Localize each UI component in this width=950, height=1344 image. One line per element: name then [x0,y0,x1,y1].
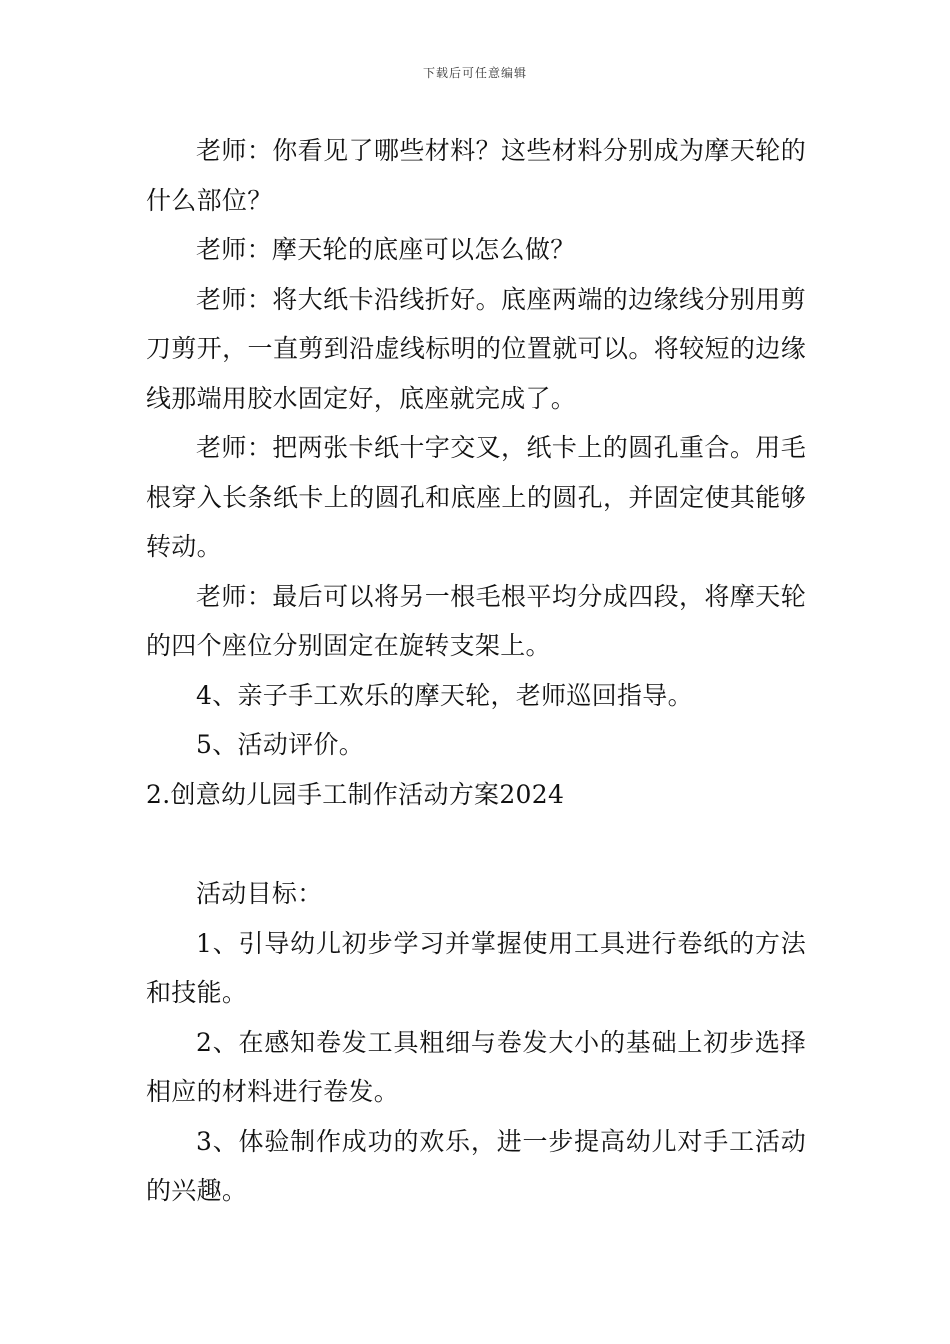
document-body [146,126,806,1216]
paragraph-base-instructions: 老师：将大纸卡沿线折好。底座两端的边缘线分别用剪刀剪开，一直剪到沿虚线标明的位置就可以。将较短的边缘线那端用胶水固定好，底座就完成了。 [146,284,806,413]
goal-item-2: 2、在感知卷发工具粗细与卷发大小的基础上初步选择相应的材料进行卷发。 [146,1027,806,1106]
paragraph-cross-cards: 老师：把两张卡纸十字交叉，纸卡上的圆孔重合。用毛根穿入长条纸卡上的圆孔和底座上的圆孔，并固定使其能够转动。 [146,433,806,561]
paragraph-step-5: 5、活动评价。 [196,730,365,759]
goals-heading: 活动目标： [196,879,323,908]
goal-item-3: 3、体验制作成功的欢乐，进一步提高幼儿对手工活动的兴趣。 [146,1126,806,1205]
paragraph-materials-question: 老师：你看见了哪些材料？这些材料分别成为摩天轮的什么部位？ [146,136,806,215]
section-title: 2.创意幼儿园手工制作活动方案2024 [146,779,565,809]
goal-item-1: 1、引导幼儿初步学习并掌握使用工具进行卷纸的方法和技能。 [146,928,806,1007]
paragraph-step-4: 4、亲子手工欢乐的摩天轮，老师巡回指导。 [196,680,693,710]
paragraph-base-question: 老师：摩天轮的底座可以怎么做？ [196,235,576,264]
paragraph-seats: 老师：最后可以将另一根毛根平均分成四段，将摩天轮的四个座位分别固定在旋转支架上。 [146,581,806,660]
page-header-note: 下载后可任意编辑 [422,66,527,80]
